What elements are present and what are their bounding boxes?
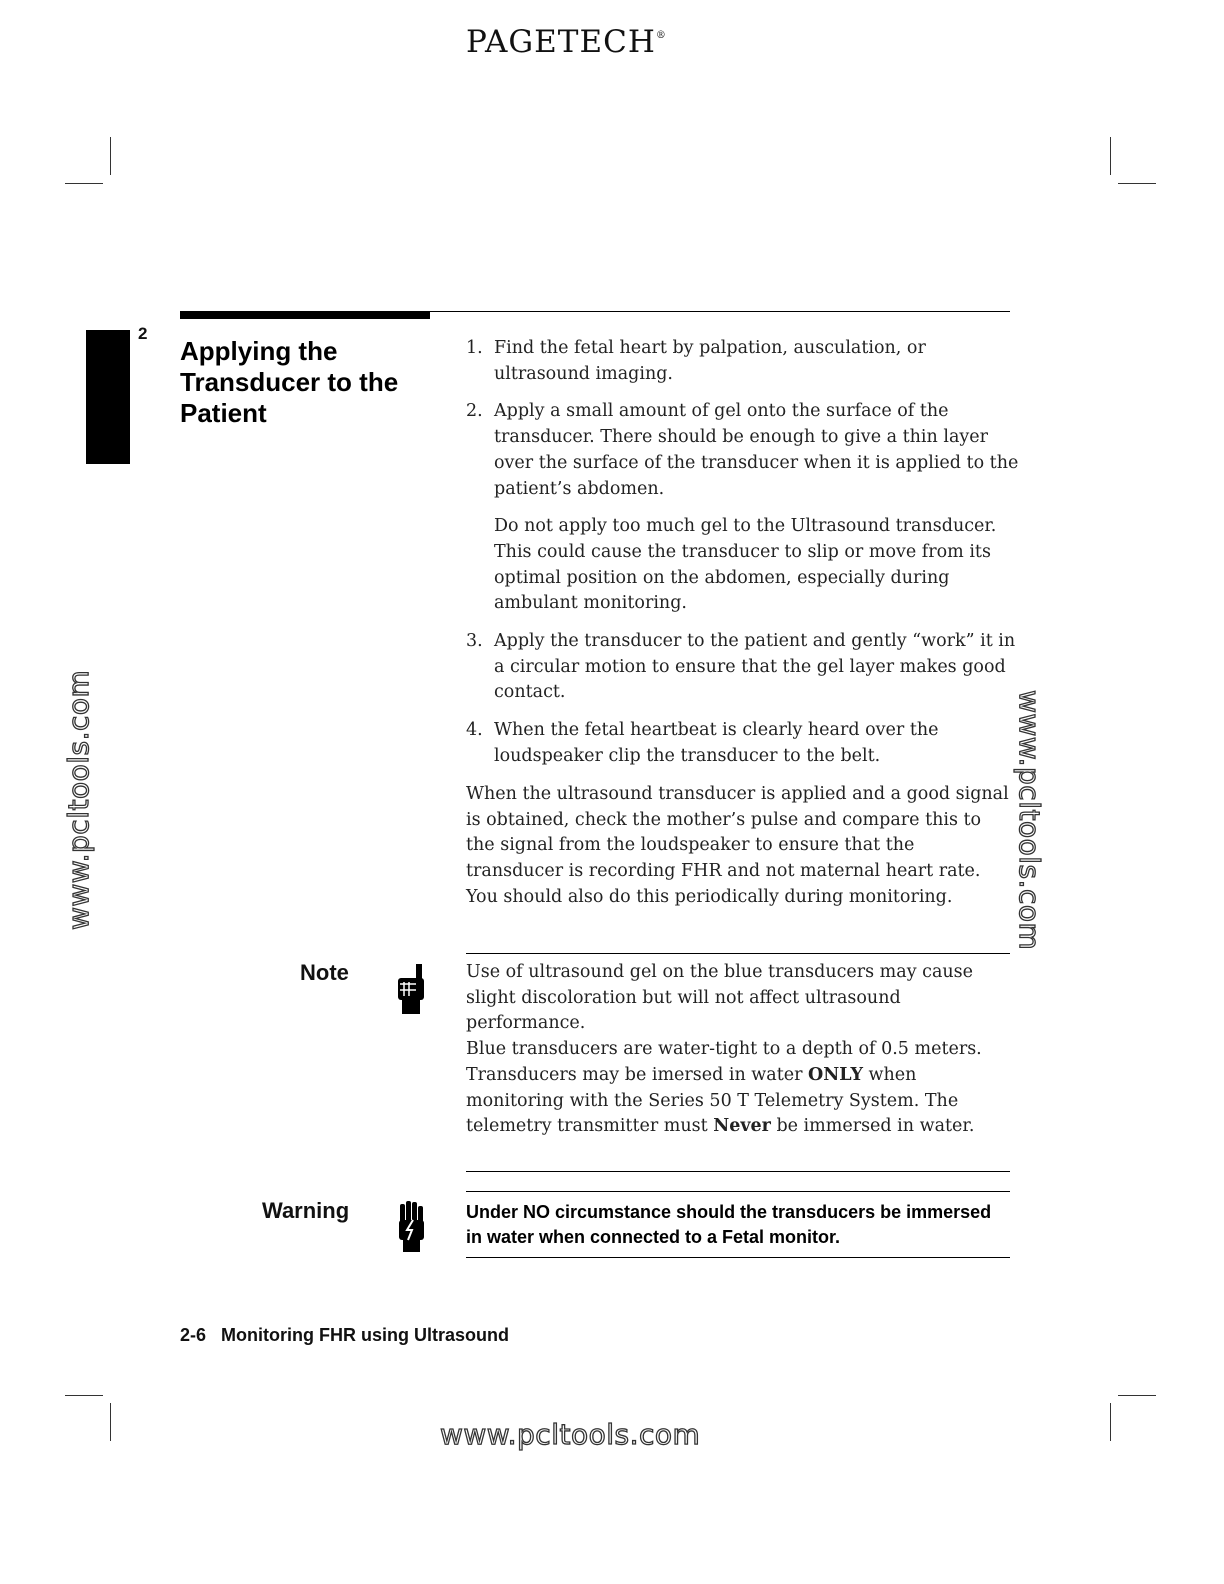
registered-mark: ® [655,30,667,41]
body-paragraph: When the ultrasound transducer is applied and a good signal is obtained, check the mother’s pulse and compare this to the signal from the loudspeaker to ensure that the transducer is recording FHR and not maternal heart rate. You should also do this periodically during monitoring. [466,784,1009,907]
warning-rule-top [466,1191,1010,1192]
note-line: Use of ultrasound gel on the blue transducers may cause slight discoloration but will not affect ultrasound performance. [466,962,973,1034]
warning-label: Warning [262,1198,350,1223]
step-number: 3. [466,631,483,652]
page-footer [180,1325,509,1346]
crop-mark [65,1395,103,1396]
steps-list [466,336,1026,782]
raised-hand-lightning-icon [394,1200,428,1254]
note-label: Note [300,960,349,985]
crop-mark [1118,1395,1156,1396]
pointing-hand-icon [394,962,428,1016]
note-line [466,1037,1011,1140]
chapter-number: 2 [138,324,148,343]
note-emphasis: Never [713,1116,771,1137]
crop-mark [1110,1403,1111,1441]
note-fragment: be immersed in water. [770,1116,975,1137]
note-rule-top [466,953,1010,954]
step-text: Apply a small amount of gel onto the surface of the transducer. There should be enough to give a thin layer over the surface of the transducer when it is applied to the patient’s abdomen. [494,401,1019,499]
pagetech-logo [466,24,766,64]
step-text: Find the fetal heart by palpation, ausculation, or ultrasound imaging. [494,338,926,384]
step-number: 1. [466,338,483,358]
step-subparagraph: Do not apply too much gel to the Ultrasound transducer. This could cause the transducer to slip or move from its optimal position on the abdomen, especially during ambulant monitoring. [494,516,997,614]
step-number: 2. [466,401,483,422]
section-rule-thick [180,311,430,319]
watermark-bottom: www.pcltools.com [440,1418,701,1451]
note-text [466,960,1011,1140]
step-text: Apply the transducer to the patient and gently “work” it in a circular motion to ensure that the gel layer makes good contact. [494,631,1016,703]
crop-mark [1118,183,1156,184]
step-item [466,336,1026,387]
warning-text: Under NO circumstance should the transducers be immersed in water when connected to a Fetal monitor. [466,1202,992,1247]
crop-mark [65,183,103,184]
step-item [466,399,1026,617]
page-number: 2-6 [180,1325,207,1345]
crop-mark [110,1403,111,1441]
note-fragment: Blue transducers are water-tight to a depth of 0.5 meters. Transducers may be imersed in water [466,1039,982,1085]
section-title [180,336,440,429]
section-title-line: Applying the [180,336,338,366]
section-rule-thin [430,311,1010,312]
section-title-line: Transducer to the [180,367,399,397]
note-rule-bottom [466,1171,1010,1172]
logo-text: PAGETECH [466,24,656,60]
footer-title: Monitoring FHR using Ultrasound [221,1325,509,1345]
watermark-right: www.pcltools.com [1013,690,1046,951]
watermark-left: www.pcltools.com [62,669,95,930]
chapter-tab [86,330,130,464]
note-emphasis: ONLY [808,1064,863,1085]
step-number: 4. [466,720,483,741]
step-text: When the fetal heartbeat is clearly heard over the loudspeaker clip the transducer to the belt. [494,720,939,766]
note-fragment: when monitoring with the Series 50 T Telemetry System. The telemetry transmitter must [466,1064,959,1137]
crop-mark [110,137,111,175]
step-item [466,718,1026,769]
step-item [466,629,1026,706]
crop-mark [1110,137,1111,175]
warning-rule-bottom [466,1257,1010,1258]
section-title-line: Patient [180,398,267,428]
